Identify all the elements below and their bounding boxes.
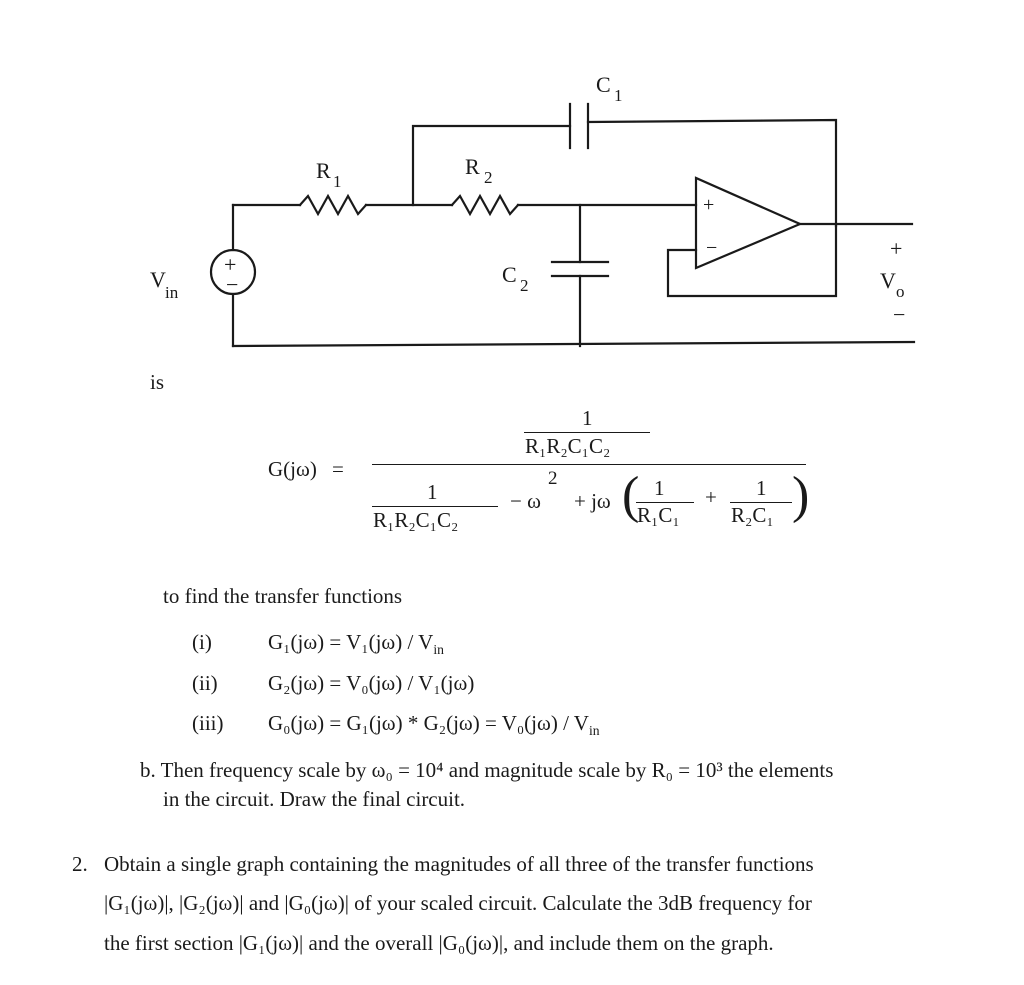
intro-text: is (150, 370, 165, 394)
label-r1: R (316, 158, 331, 183)
paren-right: ) (792, 467, 810, 524)
capacitor-c1 (570, 104, 588, 148)
t1-one: 1 (654, 476, 665, 500)
part-b-line2: in the circuit. Draw the final circuit. (163, 787, 466, 811)
svg-text:1: 1 (614, 86, 623, 105)
item-expression: $G_0(j\omega) = G_1(j\omega) * G_2(j\omega) = V_0(j\omega) / V_{in}$ (268, 711, 600, 739)
den-one: 1 (427, 480, 438, 504)
q2-line2: |G₁(jω)|, |G₂(jω)| and |G₀(jω)| of your scaled circuit. Calculate the 3dB frequency for (104, 891, 812, 915)
resistor-r2 (452, 196, 518, 214)
q2-number: 2. (72, 852, 88, 876)
num-den: R₁R₂C₁C₂ (525, 434, 611, 458)
den-den: R₁R₂C₁C₂ (373, 508, 459, 532)
svg-text:in: in (165, 283, 179, 302)
item-expression: G₂(jω) = V₀(jω) / V₁(jω) (268, 671, 475, 695)
q2-line1: Obtain a single graph containing the magnitudes of all three of the transfer functions (104, 852, 814, 876)
wire-feedback-left (413, 126, 570, 205)
svg-text:1: 1 (333, 172, 342, 191)
label-c2: C (502, 262, 517, 287)
item-number: (i) (192, 630, 212, 654)
opamp-plus: + (703, 194, 715, 216)
item-number: (iii) (192, 711, 224, 735)
part-b-line1: b. Then frequency scale by ω₀ = 10⁴ and magnitude scale by R₀ = 10³ the elements (140, 758, 834, 782)
den-omega-exp: 2 (548, 468, 558, 489)
formula-lhs: G(jω) (268, 457, 317, 481)
source-plus: + (224, 252, 237, 277)
num-one: 1 (582, 406, 593, 430)
t2-den: R₂C₁ (731, 503, 774, 527)
item-expression: $G_1(j\omega) = V_1(j\omega) / V_{in}$ (268, 630, 444, 658)
q2-line3: the first section |G₁(jω)| and the overall |G₀(jω)|, and include them on the graph. (104, 931, 774, 955)
den-line (372, 506, 498, 507)
out-plus: + (890, 236, 903, 261)
circuit-diagram (0, 0, 1024, 370)
svg-text:o: o (896, 282, 905, 301)
wire-ground (233, 342, 914, 346)
item-number: (ii) (192, 671, 218, 695)
label-vo: V (880, 268, 896, 293)
opamp-minus: − (706, 237, 718, 259)
svg-text:2: 2 (484, 168, 493, 187)
den-plus-jomega: + jω (574, 489, 611, 513)
t1-den: R₁C₁ (637, 503, 680, 527)
den-minus-omega: − ω (510, 489, 541, 513)
main-fraction-bar (372, 464, 806, 465)
formula-equals: = (332, 457, 344, 481)
num-line (524, 432, 650, 433)
paren-left: ( (622, 467, 640, 524)
label-c1: C (596, 72, 611, 97)
source-minus: − (226, 272, 239, 297)
label-r2: R (465, 154, 480, 179)
resistor-r1 (300, 196, 366, 214)
label-vin: V (150, 267, 166, 292)
term-plus: + (705, 485, 717, 509)
find-text: to find the transfer functions (163, 584, 403, 608)
wire-opamp-feedback (668, 224, 836, 296)
capacitor-c2 (552, 262, 608, 276)
out-minus: − (893, 302, 906, 327)
t2-one: 1 (756, 476, 767, 500)
svg-text:2: 2 (520, 276, 529, 295)
